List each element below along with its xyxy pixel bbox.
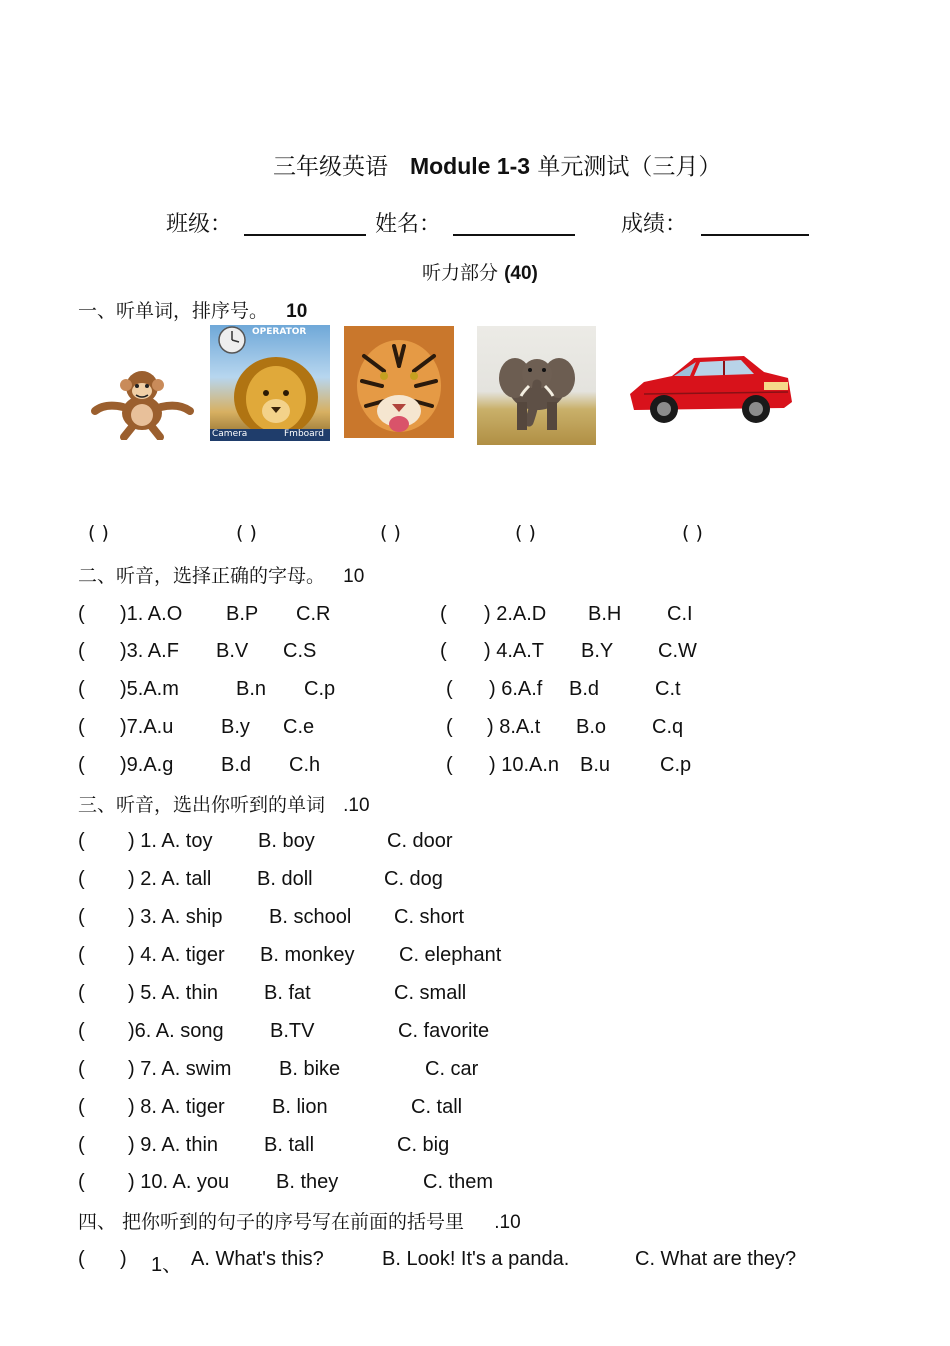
section1-title: 一、听单词，排序号。 10 — [78, 300, 308, 322]
s4-q1-b: B. Look! It's a panda. — [382, 1248, 570, 1270]
page-title — [273, 148, 721, 181]
s2-q9-c: C.h — [289, 754, 321, 776]
s3-q10-paren[interactable]: ( — [78, 1171, 85, 1193]
s2-q3-paren[interactable]: ( — [78, 640, 85, 662]
section4-title: 四、 把你听到的句子的序号写在前面的括号里 .10 — [78, 1211, 521, 1233]
section2-points: 10 — [343, 566, 365, 587]
s2-q6-c: C.t — [655, 678, 681, 700]
s3-q3: ) 3. A. ship — [128, 906, 223, 928]
s2-q2-paren[interactable]: ( — [440, 603, 447, 625]
s2-q2-b: B.H — [588, 603, 622, 625]
s2-q1-paren[interactable]: ( — [78, 603, 85, 625]
s3-q4-b: B. monkey — [260, 944, 355, 966]
s3-q8-c: C. tall — [411, 1096, 463, 1118]
s3-q4: ) 4. A. tiger — [128, 944, 225, 966]
s2-q7: )7.A.u — [120, 716, 174, 738]
s2-q4-paren[interactable]: ( — [440, 640, 447, 662]
s3-q6-c: C. favorite — [398, 1020, 490, 1042]
s2-q6-b: B.d — [569, 678, 600, 700]
blank-4[interactable]: ( ) — [515, 522, 536, 544]
s3-q6: )6. A. song — [128, 1020, 224, 1042]
s3-q8: ) 8. A. tiger — [128, 1096, 225, 1118]
title-module: Module 1-3 — [409, 153, 531, 179]
s2-q8-b: B.o — [576, 716, 607, 738]
s2-q3: )3. A.F — [120, 640, 179, 662]
s2-q6-paren[interactable]: ( — [446, 678, 453, 700]
listening-heading: 听力部分 (40) — [422, 262, 538, 284]
s2-q9: )9.A.g — [120, 754, 174, 776]
blank-2[interactable]: ( ) — [236, 522, 257, 544]
s2-q1-c: C.R — [296, 603, 331, 625]
s3-q9: ) 9. A. thin — [128, 1134, 219, 1156]
s3-q4-paren[interactable]: ( — [78, 944, 85, 966]
s2-q4: ) 4.A.T — [484, 640, 545, 662]
s2-q7-paren[interactable]: ( — [78, 716, 85, 738]
s3-q9-c: C. big — [397, 1134, 450, 1156]
s3-q2: ) 2. A. tall — [128, 868, 212, 890]
s3-q1: ) 1. A. toy — [128, 830, 213, 852]
s2-q7-b: B.y — [221, 716, 250, 738]
s2-q9-b: B.d — [221, 754, 252, 776]
s2-q1: )1. A.O — [120, 603, 183, 625]
s2-q9-paren[interactable]: ( — [78, 754, 85, 776]
car-picture — [624, 346, 794, 430]
s4-q1-number: 1、 — [151, 1254, 183, 1276]
s3-q10-b: B. they — [276, 1171, 339, 1193]
section4-points: .10 — [494, 1212, 521, 1233]
lion-picture — [210, 325, 330, 441]
s2-q1-b: B.P — [226, 603, 259, 625]
s3-q1-paren[interactable]: ( — [78, 830, 85, 852]
s3-q9-b: B. tall — [264, 1134, 315, 1156]
lion-caption-left: Camera — [212, 429, 248, 439]
s3-q8-paren[interactable]: ( — [78, 1096, 85, 1118]
s3-q7-c: C. car — [425, 1058, 479, 1080]
s4-q1-paren-open[interactable]: ( — [78, 1248, 85, 1270]
s2-q4-c: C.W — [658, 640, 697, 662]
s2-q5-c: C.p — [304, 678, 336, 700]
section2-title: 二、听音，选择正确的字母。 10 — [78, 565, 365, 587]
s3-q3-paren[interactable]: ( — [78, 906, 85, 928]
title-cn: 三年级英语 — [273, 154, 388, 180]
s3-q9-paren[interactable]: ( — [78, 1134, 85, 1156]
s2-q6: ) 6.A.f — [489, 678, 543, 700]
s2-q7-c: C.e — [283, 716, 315, 738]
s2-q5: )5.A.m — [120, 678, 179, 700]
s3-q2-paren[interactable]: ( — [78, 868, 85, 890]
s2-q10-c: C.p — [660, 754, 692, 776]
section3-points: .10 — [343, 795, 370, 816]
s3-q5-paren[interactable]: ( — [78, 982, 85, 1004]
s2-q5-paren[interactable]: ( — [78, 678, 85, 700]
s3-q7-paren[interactable]: ( — [78, 1058, 85, 1080]
section1-points: 10 — [286, 301, 308, 322]
s4-q1-a: A. What's this? — [191, 1248, 324, 1270]
s2-q3-c: C.S — [283, 640, 317, 662]
listening-points: (40) — [504, 263, 538, 284]
s2-q2: ) 2.A.D — [484, 603, 547, 625]
s2-q2-c: C.I — [667, 603, 693, 625]
s3-q10: ) 10. A. you — [128, 1171, 230, 1193]
s3-q2-b: B. doll — [257, 868, 313, 890]
blank-5[interactable]: ( ) — [682, 522, 703, 544]
s3-q2-c: C. dog — [384, 868, 443, 890]
s3-q3-b: B. school — [269, 906, 352, 928]
section3-title: 三、听音，选出你听到的单词 .10 — [78, 794, 370, 816]
s2-q10-b: B.u — [580, 754, 611, 776]
s2-q5-b: B.n — [236, 678, 267, 700]
name-label: 姓名： — [375, 212, 442, 237]
s3-q5-b: B. fat — [264, 982, 311, 1004]
s2-q10-paren[interactable]: ( — [446, 754, 453, 776]
lion-caption-right: Fmboard — [284, 429, 324, 439]
s3-q7-b: B. bike — [279, 1058, 341, 1080]
class-label: 班级： — [166, 212, 233, 237]
s2-q3-b: B.V — [216, 640, 249, 662]
s2-q8-paren[interactable]: ( — [446, 716, 453, 738]
s2-q4-b: B.Y — [581, 640, 614, 662]
s4-q1-c: C. What are they? — [635, 1248, 797, 1270]
monkey-picture — [90, 365, 195, 440]
class-field[interactable] — [244, 210, 366, 236]
title-suffix: 单元测试（三月） — [537, 154, 722, 180]
s3-q5-c: C. small — [394, 982, 467, 1004]
s2-q8: ) 8.A.t — [487, 716, 541, 738]
s3-q10-c: C. them — [423, 1171, 494, 1193]
s3-q3-c: C. short — [394, 906, 465, 928]
s4-q1-paren-close: ) — [120, 1248, 127, 1270]
s3-q5: ) 5. A. thin — [128, 982, 219, 1004]
score-label: 成绩： — [621, 212, 688, 237]
blank-3[interactable]: ( ) — [380, 522, 401, 544]
blank-1[interactable]: ( ) — [88, 522, 109, 544]
s2-q10: ) 10.A.n — [489, 754, 560, 776]
s3-q6-b: B.TV — [270, 1020, 315, 1042]
s3-q1-c: C. door — [387, 830, 453, 852]
lion-caption-top: OPERATOR — [252, 327, 307, 337]
s2-q8-c: C.q — [652, 716, 684, 738]
elephant-picture — [477, 326, 596, 445]
s3-q6-paren[interactable]: ( — [78, 1020, 85, 1042]
s3-q1-b: B. boy — [258, 830, 315, 852]
s3-q7: ) 7. A. swim — [128, 1058, 232, 1080]
s3-q8-b: B. lion — [272, 1096, 328, 1118]
s3-q4-c: C. elephant — [399, 944, 502, 966]
score-field[interactable] — [701, 210, 809, 236]
name-field[interactable] — [453, 210, 575, 236]
tiger-picture — [344, 326, 454, 438]
